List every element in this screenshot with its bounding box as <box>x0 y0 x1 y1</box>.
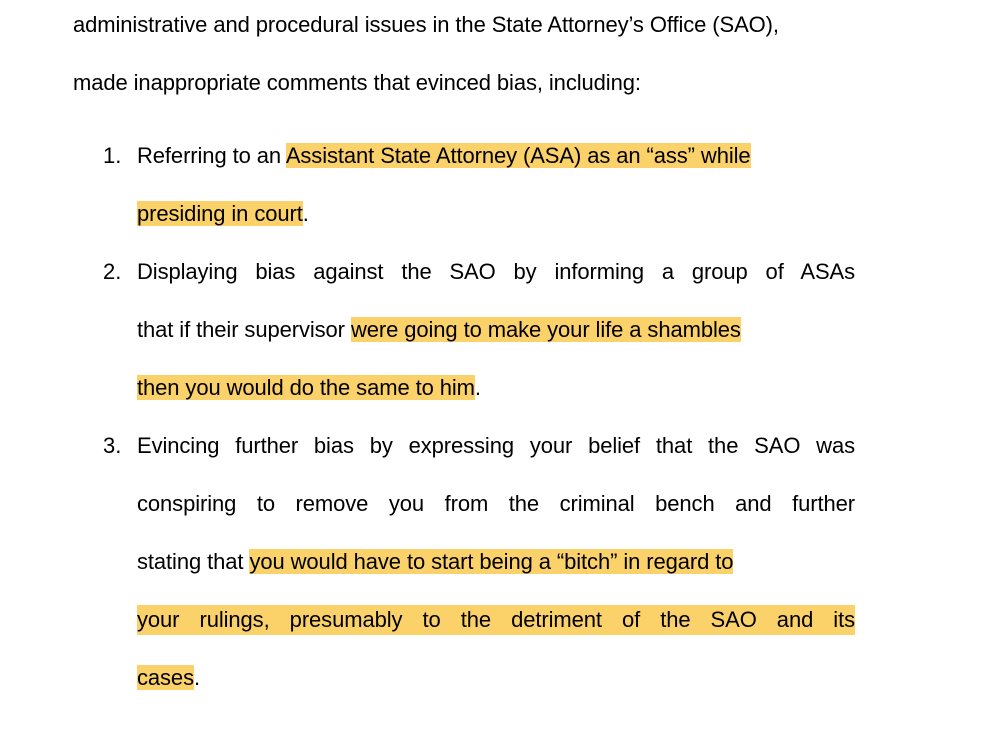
item-2-line-3 <box>137 373 481 403</box>
item-3-highlight: you would have to start being a “bitch” in regard to <box>249 549 734 574</box>
item-3-highlight-end: cases <box>137 665 194 690</box>
item-3-period: . <box>193 665 200 690</box>
list-number-3: 3. <box>103 433 122 458</box>
item-2-period: . <box>474 375 481 400</box>
item-2-line-1 <box>137 257 855 287</box>
item-1-line-1 <box>137 141 751 171</box>
intro-line-2: made inappropriate comments that evinced bias, including: <box>73 70 641 95</box>
item-3-text-3: stating that <box>137 549 250 574</box>
item-3-highlight-cont: your rulings, presumably to the detriment of the SAO and its <box>137 605 855 635</box>
item-3-line-2 <box>137 489 855 519</box>
item-2-highlight-cont: then you would do the same to him <box>137 375 475 400</box>
intro-line-1: administrative and procedural issues in the State Attorney’s Office (SAO), <box>73 12 779 37</box>
item-3-text-1: Evincing further bias by expressing your belief that the SAO was <box>137 433 855 458</box>
item-1-period: . <box>302 201 309 226</box>
list-number-1: 1. <box>103 143 122 168</box>
item-3-line-3 <box>137 547 733 577</box>
item-1-text: Referring to an <box>137 143 286 168</box>
item-1-highlight-cont: presiding in court <box>137 201 303 226</box>
item-2-text-1: Displaying bias against the SAO by informing a group of ASAs <box>137 259 855 284</box>
item-2-line-2 <box>137 315 741 345</box>
item-1-line-2 <box>137 199 309 229</box>
item-2-text-2: that if their supervisor <box>137 317 351 342</box>
item-3-line-4 <box>137 605 855 635</box>
item-3-line-1 <box>137 431 855 461</box>
list-number-2: 2. <box>103 259 122 284</box>
item-3-text-2: conspiring to remove you from the criminal bench and further <box>137 491 855 516</box>
item-3-line-5 <box>137 663 200 693</box>
item-2-highlight: were going to make your life a shambles <box>350 317 741 342</box>
item-1-highlight: Assistant State Attorney (ASA) as an “ass” while <box>285 143 751 168</box>
